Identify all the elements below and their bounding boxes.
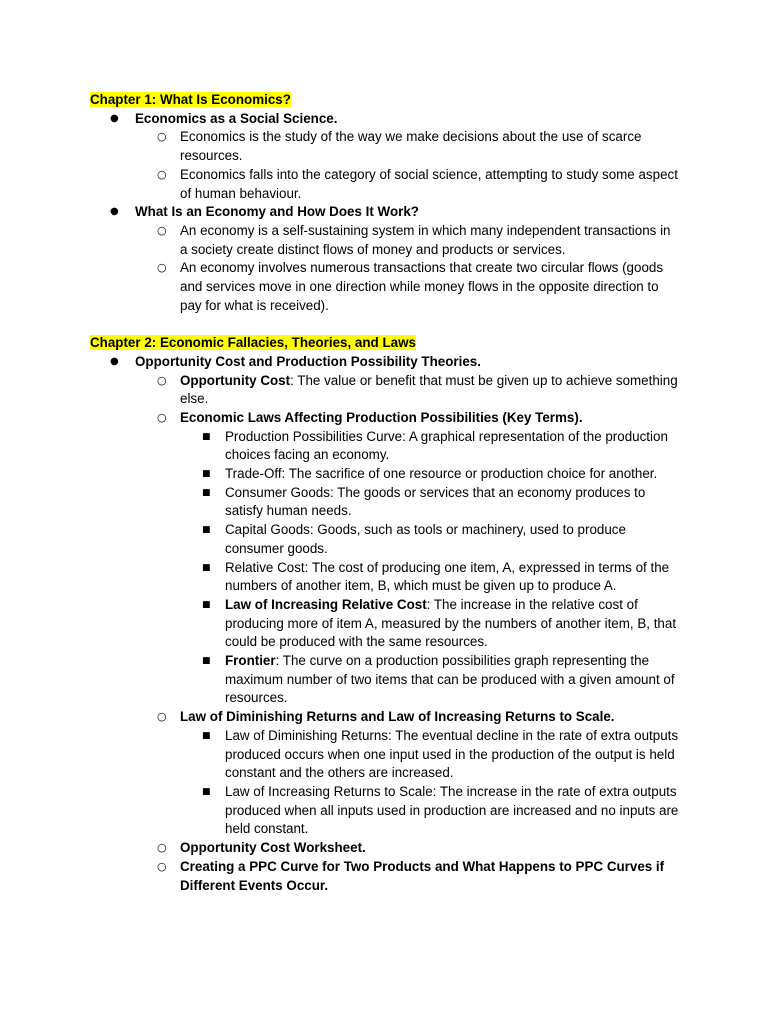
list-item [90,110,768,204]
key-term-text: Capital Goods: Goods, such as tools or machinery, used to produce consumer goods. [225,522,626,556]
bullet-filled-circle-icon: ● [110,206,119,218]
list-item [135,259,768,315]
chapter-1-list [90,110,768,316]
list-item-text: An economy involves numerous transactions that create two circular flows (goods and services move in one direction while money flows in the opposite direction to pay for what is received). [180,260,664,313]
bullet-hollow-circle-icon: ○ [157,841,167,855]
bullet-hollow-circle-icon: ○ [157,710,167,724]
bullet-square-icon: ■ [202,469,211,480]
term-definition: : The curve on a production possibilities graph representing the maximum number of two items that can be produced with a given amount of resources. [225,653,675,706]
chapter-2-title-line [90,334,768,353]
bullet-square-icon: ■ [202,656,211,667]
bullet-square-icon: ■ [202,730,211,741]
key-term-item [225,596,680,652]
sub-list [135,128,768,203]
bullet-hollow-circle-icon: ○ [157,223,167,237]
list-item-text: An economy is a self-sustaining system in which many independent transactions in a society create distinct flows of money and products or services. [180,222,671,257]
bullet-hollow-circle-icon: ○ [157,410,167,424]
term-definition: : The value or benefit that must be given up to achieve something else. [180,372,678,407]
list-item [135,222,768,259]
list-item [135,858,768,895]
term-label: Law of Increasing Relative Cost [225,596,427,612]
key-term-text: Production Possibilities Curve: A graphical representation of the production choices facing an economy. [225,428,668,463]
list-item [90,203,768,315]
list-item [135,166,768,203]
list-item [180,559,768,596]
ppc-heading: Creating a PPC Curve for Two Products and What Happens to PPC Curves if Different Events Occur. [180,858,665,893]
list-item [135,839,768,858]
list-item [135,128,768,165]
list-item-text: Law of Increasing Returns to Scale: The increase in the rate of extra outputs produced when all inputs used in production are increased and no inputs are held constant. [225,784,679,837]
section-heading: Economics as a Social Science. [135,110,338,126]
key-terms-heading: Economic Laws Affecting Production Possibilities (Key Terms). [180,409,583,425]
chapter-1 [90,91,768,315]
term-definition: : The increase in the relative cost of producing more of item A, measured by the numbers of another item, B, that could be produced with the same resources. [225,596,677,650]
chapter-2-title: Chapter 2: Economic Fallacies, Theories, and Laws [90,335,416,351]
chapter-2-list [90,353,768,895]
bullet-square-icon: ■ [202,787,211,797]
bullet-hollow-circle-icon: ○ [157,167,167,181]
section-heading: Opportunity Cost and Production Possibility Theories. [135,353,481,369]
returns-list [180,727,768,839]
opportunity-cost-item [180,372,680,409]
bullet-square-icon: ■ [202,525,211,536]
chapter-1-title: Chapter 1: What Is Economics? [90,92,291,107]
list-item [135,708,768,839]
bullet-filled-circle-icon: ● [110,355,119,367]
list-item [180,465,768,484]
bullet-hollow-circle-icon: ○ [157,373,167,387]
returns-heading: Law of Diminishing Returns and Law of Increasing Returns to Scale. [180,709,615,725]
bullet-filled-circle-icon: ● [110,112,119,124]
list-item [135,409,768,708]
bullet-hollow-circle-icon: ○ [157,859,167,873]
bullet-hollow-circle-icon: ○ [157,130,167,144]
worksheet-heading: Opportunity Cost Worksheet. [180,840,366,856]
list-item [180,596,768,652]
key-term-text: Trade-Off: The sacrifice of one resource or production choice for another. [225,466,658,482]
list-item-text: Law of Diminishing Returns: The eventual decline in the rate of extra outputs produced occurs when one input used in the production of the output is held constant and the others are increased. [225,727,679,781]
bullet-square-icon: ■ [202,562,211,573]
list-item-text: Economics is the study of the way we make decisions about the use of scarce resources. [180,129,642,164]
list-item [180,652,768,708]
list-item [180,783,768,839]
key-terms-list [180,428,768,709]
bullet-square-icon: ■ [202,431,211,442]
sub-list [135,222,768,316]
list-item [180,521,768,558]
bullet-square-icon: ■ [202,599,211,610]
sub-list [135,372,768,896]
section-heading: What Is an Economy and How Does It Work? [135,204,419,220]
chapter-2 [90,334,768,895]
list-item [90,353,768,895]
bullet-square-icon: ■ [202,487,211,498]
term-label: Frontier [225,653,276,669]
key-term-text: Relative Cost: The cost of producing one item, A, expressed in terms of the numbers of another item, B, which must be given up to produce A. [225,559,670,594]
list-item [135,372,768,409]
bullet-hollow-circle-icon: ○ [157,261,167,275]
list-item [180,484,768,521]
list-item [180,727,768,783]
chapter-1-title-line [90,91,768,110]
key-term-text: Consumer Goods: The goods or services that an economy produces to satisfy human needs. [225,484,646,519]
list-item-text: Economics falls into the category of social science, attempting to study some aspect of human behaviour. [180,166,678,201]
list-item [180,428,768,465]
term-label: Opportunity Cost [180,372,291,388]
key-term-item [225,652,680,708]
